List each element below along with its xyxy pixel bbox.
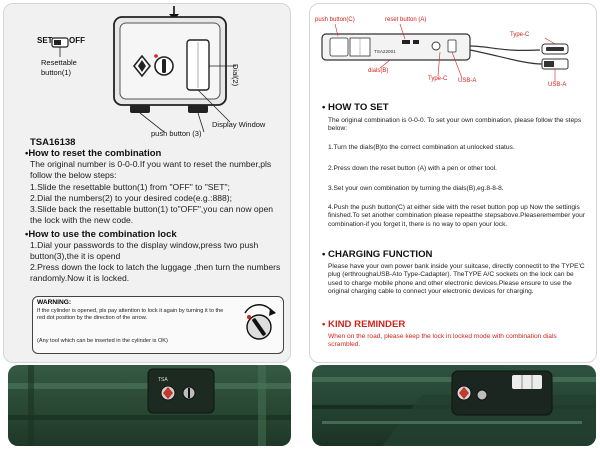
use-step-2: 2.Press down the lock to latch the luggage ,then turn the numbers randomly.Now it is locked. — [30, 262, 281, 283]
reset-button-a-label: reset button (A) — [385, 17, 427, 23]
warning-text: If the cylinder is opened, pls pay attention to lock it again by turning it to the red dot position by the direction of the arrow. — [37, 308, 224, 321]
use-title: •How to use the combination lock — [25, 229, 177, 240]
display-window-label: Display Window — [212, 120, 266, 129]
how-to-set-step-1: 1.Turn the dials(B)to the correct combination at unlocked status. — [328, 144, 515, 151]
type-c-label: Type-C — [428, 76, 448, 82]
luggage-charging-photo — [312, 365, 596, 446]
type-c-cable-label: Type-C — [510, 32, 530, 38]
dials-label: Dial(2) — [231, 64, 240, 87]
warning-note: (Any tool which can be inserted in the cylinder is OK) — [37, 338, 168, 344]
model-number: TSA16138 — [30, 137, 76, 148]
resettable-switch — [52, 38, 68, 57]
warning-box — [32, 296, 284, 354]
luggage-photo-lock — [8, 365, 291, 446]
luggage-photo-charging — [312, 365, 596, 446]
instruction-panel-left — [3, 3, 291, 363]
switch-set-label: SET — [37, 36, 53, 45]
reset-step-1: 1.Slide the resettable button(1) from "OFF" to "SET"; — [30, 182, 230, 192]
key-cylinder-icon — [239, 303, 279, 345]
use-step-1: 1.Dial your passwords to the display window,press two push button(3),the it is opend — [30, 240, 259, 261]
lock-code-label: TSA — [158, 377, 168, 383]
kind-reminder-text: When on the road, please keep the lock in locked mode with combination dials scrambled. — [328, 333, 557, 349]
how-to-set-intro: The original combination is 0-0-0. To set your own combination, please follow the steps below: — [328, 117, 582, 133]
warning-title: WARNING: — [37, 299, 72, 306]
usb-a-label: USB-A — [458, 78, 477, 84]
instruction-panel-right — [309, 3, 597, 363]
reset-step-2: 2.Dial the numbers(2) to your desired code(e.g.:888); — [30, 193, 233, 203]
how-to-set-step-4: 4.Push the push button(C) at either side with the reset button pop up Now the settingis finished.To set another combination please repeatthe stepsabove.Pleaseremember your combination-if you forget it, there is no way to open your lock. — [328, 204, 585, 228]
how-to-set-step-3: 3.Set your own combination by turning the dials(B),eg.8-8-8. — [328, 185, 504, 192]
reset-step-3: 3.Slide back the resettable button(1) to"OFF",you can now open the lock with the new code. — [30, 204, 274, 225]
charging-text: Please have your own power bank inside your suitcase, directly connectit to the TYPE'C plug (erthroughaUSB-Ato Type-Cadapter). TheTYPE A/C sockets on the lock can be used to charge mobile phone and other electronic devices.Please ensure to use the original charging cable to connect your electronic devices for charging. — [328, 263, 585, 296]
reset-title: •How to reset the combination — [25, 148, 162, 159]
switch-off-label: OFF — [69, 36, 85, 45]
dials-b-label: dials(B) — [368, 68, 389, 74]
luggage-lock-photo — [8, 365, 291, 446]
reset-intro: The original number is 0-0-0.If you want to reset the number,pls follow the below steps: — [30, 159, 272, 180]
push-button-label: push button (3) — [151, 129, 202, 138]
kind-reminder-title: • KIND REMINDER — [322, 319, 406, 330]
resettable-button-label: Resettable button(1) — [41, 58, 77, 77]
device-code: TSA22001 — [374, 49, 396, 54]
combination-lock-icon — [161, 386, 175, 400]
how-to-set-title: • HOW TO SET — [322, 102, 389, 113]
push-button-c-label: push button(C) — [315, 17, 355, 23]
how-to-set-step-2: 2.Press down the reset button (A) with a pen or other tool. — [328, 165, 497, 172]
charging-title: • CHARGING FUNCTION — [322, 249, 433, 260]
usb-a-cable-label: USB-A — [548, 82, 567, 88]
